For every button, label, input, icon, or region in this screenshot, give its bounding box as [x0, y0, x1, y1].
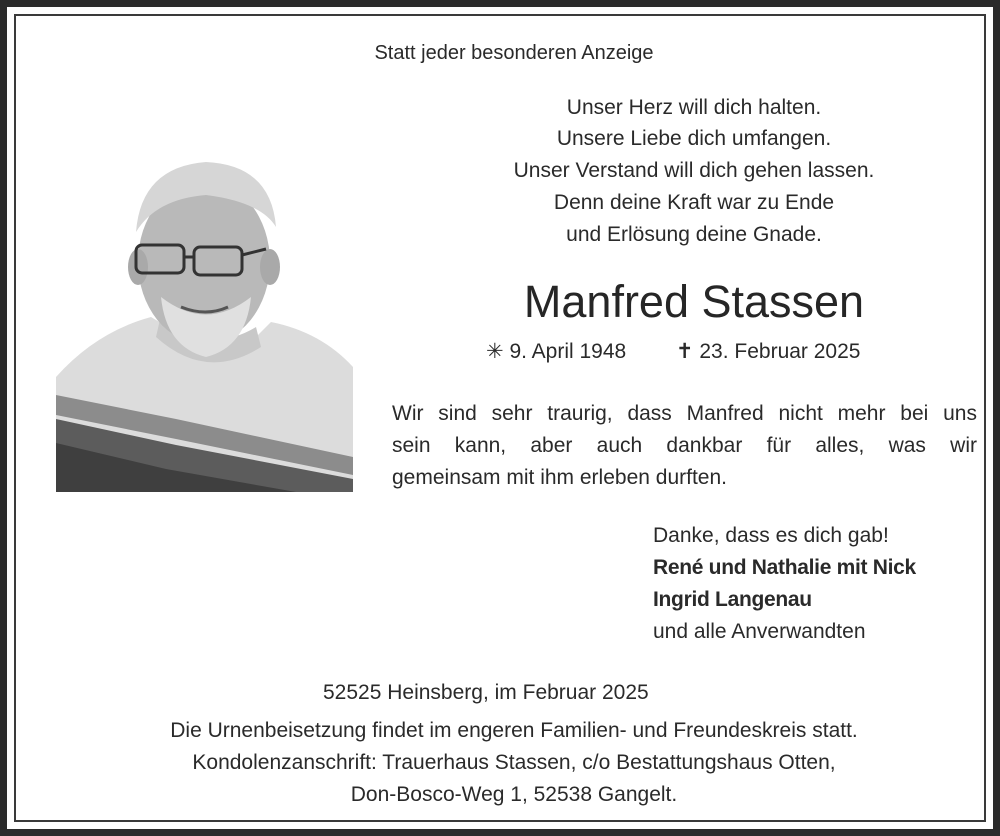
obituary-card: [14, 14, 986, 822]
portrait-photo: [56, 157, 353, 492]
poem-line-3: Unser Verstand will dich gehen lassen.: [513, 159, 875, 182]
message-line-2: sein kann, aber auch dankbar für alles, was wir: [392, 434, 977, 457]
deceased-name: Manfred Stassen: [523, 276, 865, 327]
death-cross-icon: ✝: [675, 340, 694, 363]
signature-name-1: René und Nathalie mit Nick: [653, 556, 916, 579]
footer-line-3: Don-Bosco-Weg 1, 52538 Gangelt.: [350, 783, 678, 806]
life-dates: [486, 339, 860, 364]
signature-intro: Danke, dass es dich gab!: [653, 524, 889, 547]
message-line-3: gemeinsam mit ihm erleben durften.: [392, 466, 727, 489]
poem-line-5: und Erlösung deine Gnade.: [566, 223, 822, 246]
poem-line-2: Unsere Liebe dich umfangen.: [556, 127, 832, 150]
birth-star-icon: ✳: [486, 340, 504, 363]
signature-name-2: Ingrid Langenau: [653, 588, 812, 611]
poem-line-1: Unser Herz will dich halten.: [566, 96, 822, 119]
birth-date: 9. April 1948: [509, 340, 627, 363]
death-date: 23. Februar 2025: [699, 340, 861, 363]
poem-line-4: Denn deine Kraft war zu Ende: [553, 191, 835, 214]
place-date: 52525 Heinsberg, im Februar 2025: [323, 681, 649, 704]
signature-closing: und alle Anverwandten: [653, 620, 866, 643]
footer-line-1: Die Urnenbeisetzung findet im engeren Familien- und Freundeskreis statt.: [170, 719, 858, 742]
message-line-1: Wir sind sehr traurig, dass Manfred nicht mehr bei uns: [392, 402, 977, 425]
header-text: Statt jeder besonderen Anzeige: [374, 42, 654, 64]
footer-line-2: Kondolenzanschrift: Trauerhaus Stassen, c/o Bestattungshaus Otten,: [192, 751, 836, 774]
